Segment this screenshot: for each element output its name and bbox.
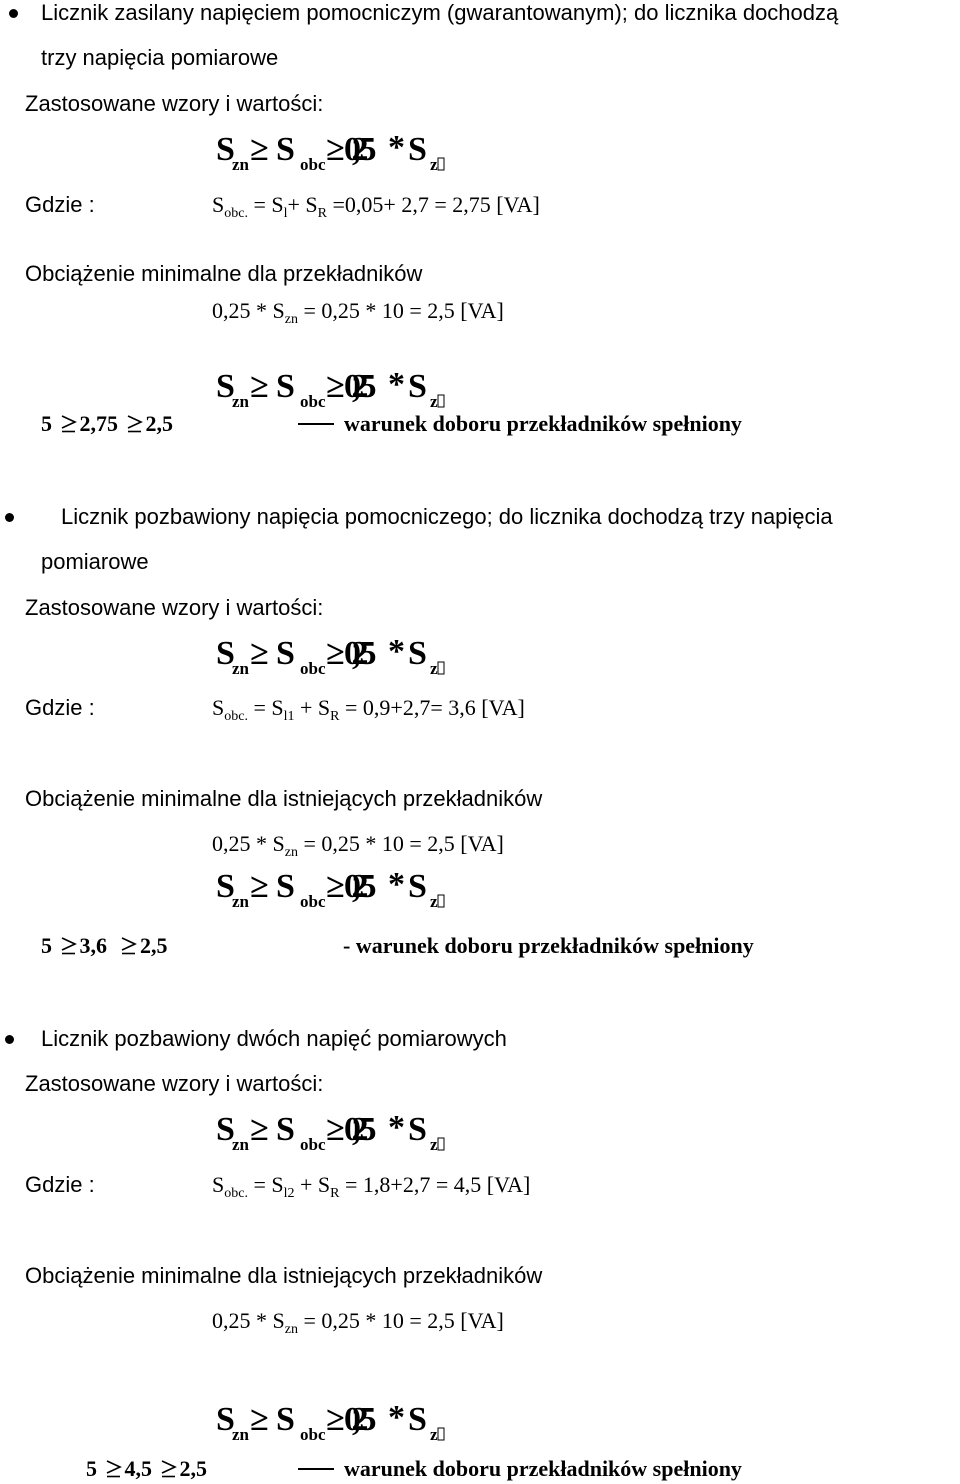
svg-text:0,25: 0,25 [344, 635, 368, 672]
svg-text:*: * [388, 866, 405, 903]
svg-text:S: S [216, 635, 235, 672]
bullet-icon [5, 513, 14, 522]
svg-text:S: S [216, 1401, 235, 1438]
svg-text:S: S [216, 868, 235, 905]
svg-text:0,25: 0,25 [344, 368, 368, 405]
svg-text:S: S [216, 1111, 235, 1148]
section3-gdzie: Gdzie : [25, 1172, 95, 1197]
svg-text:0,25: 0,25 [344, 131, 368, 168]
bullet-icon [5, 1035, 14, 1044]
svg-text:0,25: 0,25 [344, 1401, 368, 1438]
section2-bullet-line1: Licznik pozbawiony napięcia pomocniczego; do licznika dochodzą trzy napięcia [61, 504, 833, 529]
section3-condition-text: warunek doboru przekładników spełniony [298, 1456, 742, 1482]
svg-text:0,25: 0,25 [344, 868, 368, 905]
formula-image [216, 632, 446, 676]
svg-text:≥: ≥ [250, 635, 269, 672]
svg-text:*: * [388, 633, 405, 670]
section2-condition: 5 3,6 2,5 [41, 933, 168, 958]
svg-text:*: * [388, 129, 405, 166]
bullet-icon [9, 9, 18, 18]
svg-text:*: * [388, 366, 405, 403]
section2-min-load-equation: $0,25 * S_{zn} = 0,25 * 10 = 2,5$ [VA] [212, 831, 504, 860]
svg-text:obc: obc [300, 659, 326, 676]
svg-text:obc: obc [300, 892, 326, 909]
svg-text:z: z [430, 892, 438, 909]
svg-text:0,25: 0,25 [344, 1111, 368, 1148]
geq-icon [60, 413, 78, 433]
formula-image [216, 865, 446, 909]
section2-min-load-label: Obciążenie minimalne dla istniejących przekładników [25, 786, 543, 811]
svg-text:≥: ≥ [326, 368, 345, 405]
dash-icon [298, 1468, 334, 1470]
section3-min-load-equation: $0,25 * S_{zn} = 0,25 * 10 = 2,5$ [VA] [212, 1308, 504, 1337]
section1-sobc-equation: $S_{obc.} = S_l+ S_R =0,05+ 2,7 = 2,75$ [VA] [212, 192, 540, 221]
svg-text:≥: ≥ [250, 868, 269, 905]
svg-text:S: S [276, 635, 295, 672]
svg-text:S: S [276, 131, 295, 168]
section1-condition: 5 2,75 2,5 [41, 411, 173, 436]
svg-text:zn: zn [232, 1425, 249, 1442]
svg-text:z: z [430, 1135, 438, 1152]
svg-text:S: S [408, 1111, 427, 1148]
geq-icon [160, 1458, 178, 1478]
svg-text:zn: zn [232, 155, 249, 172]
svg-text:≥: ≥ [326, 1401, 345, 1438]
dash-icon [298, 423, 334, 425]
section3-min-load-label: Obciążenie minimalne dla istniejących przekładników [25, 1263, 543, 1288]
svg-text:z: z [430, 1425, 438, 1442]
svg-text:obc: obc [300, 155, 326, 172]
formula-image [216, 1398, 446, 1442]
svg-text:S: S [408, 368, 427, 405]
svg-text:S: S [216, 131, 235, 168]
svg-text:obc: obc [300, 1135, 326, 1152]
svg-text:zn: zn [232, 659, 249, 676]
formula-image [216, 1108, 446, 1152]
section2-bullet-line2: pomiarowe [41, 549, 149, 574]
section1-condition-text: warunek doboru przekładników spełniony [298, 411, 742, 437]
svg-text:*: * [388, 1399, 405, 1436]
section2-condition-text: - warunek doboru przekładników spełniony [343, 933, 754, 958]
section2-sobc-equation: $S_{obc.} = S_{l1} + S_R = 0,9+2,7= 3,6$ [VA] [212, 695, 525, 724]
section1-min-load-equation: $0,25 * S_{zn} = 0,25 * 10 = 2,5$ [VA] [212, 298, 504, 327]
section1-bullet-line1: Licznik zasilany napięciem pomocniczym (gwarantowanym); do licznika dochodzą [41, 0, 839, 25]
section2-formulas-label: Zastosowane wzory i wartości: [25, 595, 324, 620]
svg-text:≥: ≥ [326, 131, 345, 168]
svg-text:zn: zn [232, 392, 249, 409]
geq-icon [126, 413, 144, 433]
section1-formulas-label: Zastosowane wzory i wartości: [25, 91, 324, 116]
svg-text:≥: ≥ [250, 368, 269, 405]
svg-text:S: S [408, 131, 427, 168]
section1-gdzie: Gdzie : [25, 192, 95, 217]
svg-text:≥: ≥ [326, 868, 345, 905]
svg-text:S: S [276, 368, 295, 405]
svg-text:S: S [276, 868, 295, 905]
svg-text:zn: zn [232, 1135, 249, 1152]
svg-text:*: * [388, 1109, 405, 1146]
svg-text:z: z [430, 392, 438, 409]
section3-condition: 5 4,5 2,5 [86, 1456, 207, 1481]
formula-image [216, 128, 446, 172]
geq-icon [60, 935, 78, 955]
section3-sobc-equation: $S_{obc.} = S_{l2} + S_R = 1,8+2,7 = 4,5$ [VA] [212, 1172, 531, 1201]
svg-text:S: S [408, 635, 427, 672]
section1-min-load-label: Obciążenie minimalne dla przekładników [25, 261, 423, 286]
svg-text:≥: ≥ [250, 1401, 269, 1438]
svg-text:S: S [276, 1401, 295, 1438]
section3-bullet-line1: Licznik pozbawiony dwóch napięć pomiarowych [41, 1026, 507, 1051]
svg-text:S: S [408, 1401, 427, 1438]
svg-text:≥: ≥ [250, 1111, 269, 1148]
svg-text:obc: obc [300, 392, 326, 409]
formula-image [216, 365, 446, 409]
svg-text:obc: obc [300, 1425, 326, 1442]
svg-text:S: S [276, 1111, 295, 1148]
svg-text:≥: ≥ [326, 1111, 345, 1148]
svg-text:≥: ≥ [326, 635, 345, 672]
svg-text:≥: ≥ [250, 131, 269, 168]
section3-formulas-label: Zastosowane wzory i wartości: [25, 1071, 324, 1096]
svg-text:S: S [408, 868, 427, 905]
svg-text:z: z [430, 155, 438, 172]
section2-gdzie: Gdzie : [25, 695, 95, 720]
section1-bullet-line2: trzy napięcia pomiarowe [41, 45, 279, 70]
svg-text:zn: zn [232, 892, 249, 909]
geq-icon [105, 1458, 123, 1478]
geq-icon [120, 935, 138, 955]
svg-text:z: z [430, 659, 438, 676]
svg-text:S: S [216, 368, 235, 405]
